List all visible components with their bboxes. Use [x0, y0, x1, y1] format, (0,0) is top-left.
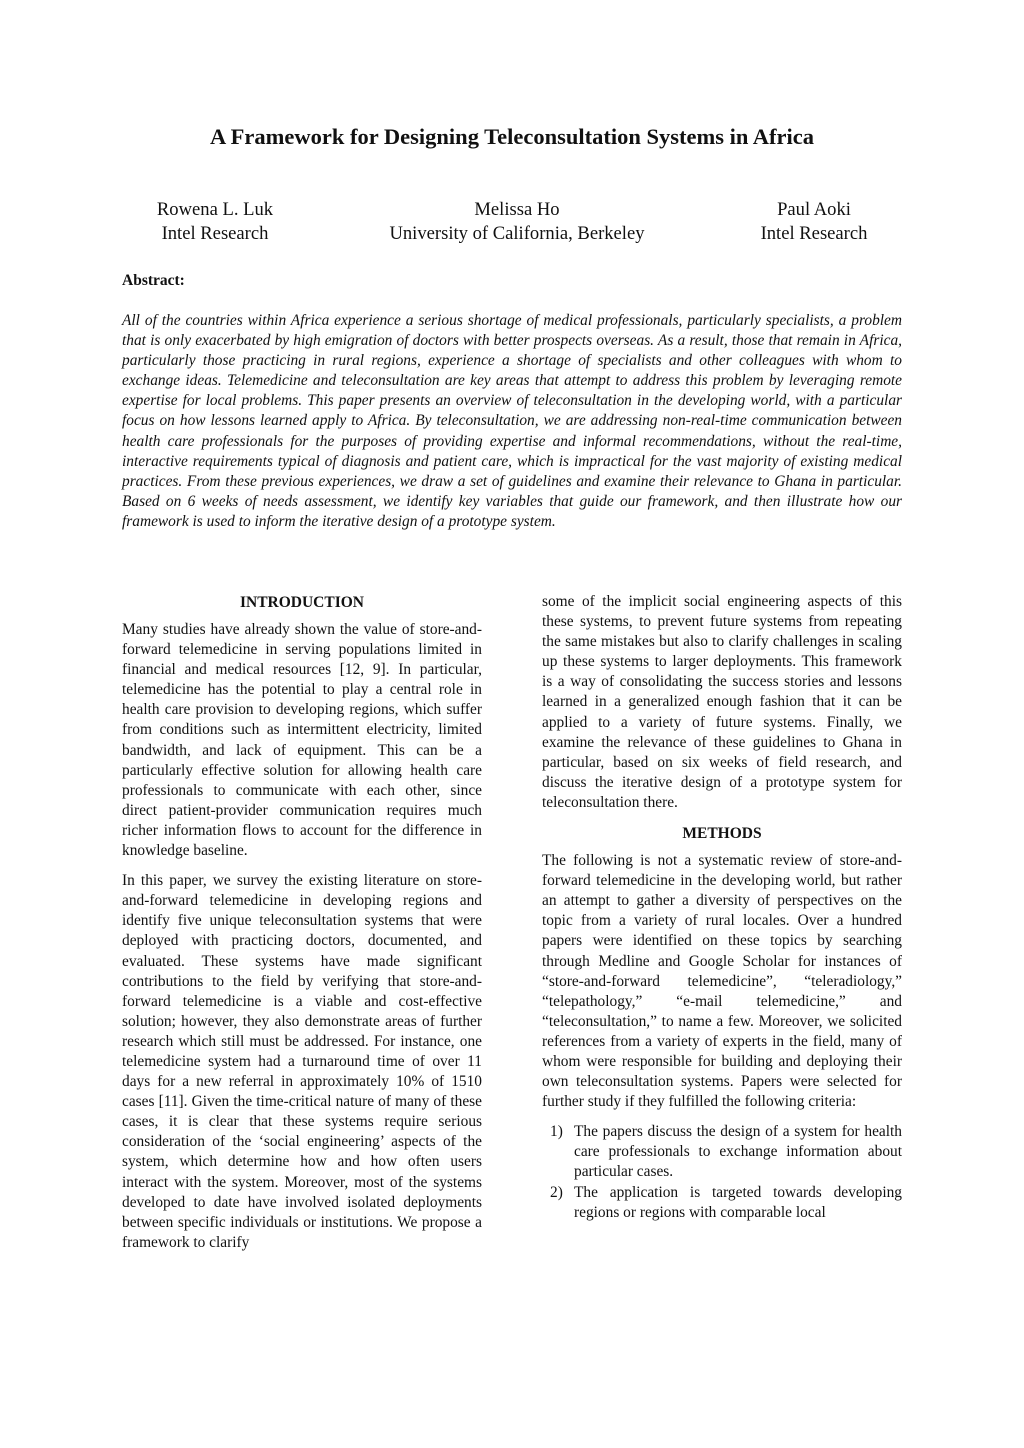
- author-3-name: Paul Aoki: [777, 199, 851, 220]
- criteria-list: [542, 1122, 902, 1222]
- author-3: [726, 198, 902, 246]
- introduction-paragraph-2-continued: some of the implicit social engineering aspects of this these systems, to prevent future systems from repeating the same mistakes but also to clarify challenges in scaling up these systems to larger deployments. This framework is a way of consolidating the success stories and lessons learned in a generalized enough fashion that it can be applied to a variety of future systems. Finally, we examine the relevance of these guidelines to Ghana in particular, based on six weeks of field research, and discuss the iterative design of a prototype system for teleconsultation there.: [542, 593, 902, 811]
- introduction-paragraph-2: In this paper, we survey the existing literature on store-and-forward telemedicine in developing regions and identify five unique teleconsultation systems that were deployed with practicing doctors, documented, and evaluated. These systems have made significant contributions to the field by verifying that store-and-forward telemedicine is a viable and cost-effective solution; however, they also demonstrate areas of further research which still must be addressed. For instance, one telemedicine system had a turnaround time of over 11 days for a new referral in approximately 10% of 1510 cases [11]. Given the time-critical nature of many of these cases, it is clear that these systems require serious consideration of the ‘social engineering’ aspects of the system, which determine how and how often users interact with the system. Moreover, most of the systems developed to date have involved isolated deployments between specific individuals or institutions. We propose a framework to clarify: [122, 872, 482, 1251]
- author-3-affiliation: Intel Research: [760, 223, 868, 244]
- author-1: [122, 198, 308, 246]
- author-block: [122, 198, 902, 250]
- methods-heading: METHODS: [682, 825, 762, 843]
- introduction-paragraph-1: Many studies have already shown the value of store-and-forward telemedicine in serving populations limited in financial and medical resources [12, 9]. In particular, telemedicine has the potential to play a central role in health care provision to developing regions, which suffer from conditions such as intermittent electricity, limited bandwidth, and lack of equipment. This can be a particularly effective solution for allowing health care professionals to communicate with each other, since direct patient-provider communication requires much richer information flows to account for the difference in knowledge baseline.: [122, 621, 482, 860]
- author-1-name: Rowena L. Luk: [156, 199, 274, 220]
- paper-title: A Framework for Designing Teleconsultation Systems in Africa: [210, 124, 814, 149]
- criteria-item-1-number: 1): [550, 1123, 563, 1141]
- author-1-affiliation: Intel Research: [161, 223, 269, 244]
- criteria-item-1-text: The papers discuss the design of a system for health care professionals to exchange information about particular cases.: [574, 1123, 902, 1181]
- criteria-item-2-text: The application is targeted towards developing regions or regions with comparable local: [574, 1183, 902, 1221]
- criteria-item-2-number: 2): [550, 1183, 563, 1201]
- author-2: [362, 198, 672, 246]
- methods-paragraph-1: The following is not a systematic review of store-and-forward telemedicine in the developing world, but rather an attempt to gather a diversity of perspectives on the topic from a variety of rural locales. Over a hundred papers were identified on these topics by searching through Medline and Google Scholar for instances of “store-and-forward telemedicine”, “teleradiology,” “telepathology,” “e-mail telemedicine,” and “teleconsultation,” to name a few. Moreover, we solicited references from a variety of experts in the field, many of whom were responsible for building and deploying their own teleconsultation systems. Papers were selected for further study if they fulfilled the following criteria:: [542, 852, 902, 1111]
- criteria-item-1: [550, 1122, 902, 1182]
- author-2-name: Melissa Ho: [474, 199, 560, 220]
- left-column: [122, 592, 482, 1263]
- abstract-label: Abstract:: [122, 272, 185, 289]
- introduction-heading: INTRODUCTION: [239, 594, 364, 611]
- criteria-item-2: [550, 1183, 902, 1223]
- abstract-text: All of the countries within Africa experience a serious shortage of medical professionals, particularly specialists, a problem that is only exacerbated by high emigration of doctors with better prospects overseas. As a result, those that remain in Africa, particularly those practicing in rural regions, experience a shortage of specialists and other colleagues with whom to exchange ideas. Telemedicine and teleconsultation are key areas that attempt to address this problem by leveraging remote expertise for local problems. This paper presents an overview of teleconsultation in the developing world, with a particular focus on how lessons learned apply to Africa. By teleconsultation, we are addressing non-real-time communication between health care professionals for the purposes of providing expertise and informal recommendations, without the real-time, interactive requirements typical of diagnosis and patient care, which is impractical for the vast majority of existing medical practices. From these previous experiences, we draw a set of guidelines and examine their relevance to Ghana in particular. Based on 6 weeks of needs assessment, we identify key variables that guide our framework, and then illustrate how our framework is used to inform the iterative design of a prototype system.: [122, 312, 902, 530]
- author-2-affiliation: University of California, Berkeley: [389, 223, 645, 244]
- right-column: [542, 592, 902, 1223]
